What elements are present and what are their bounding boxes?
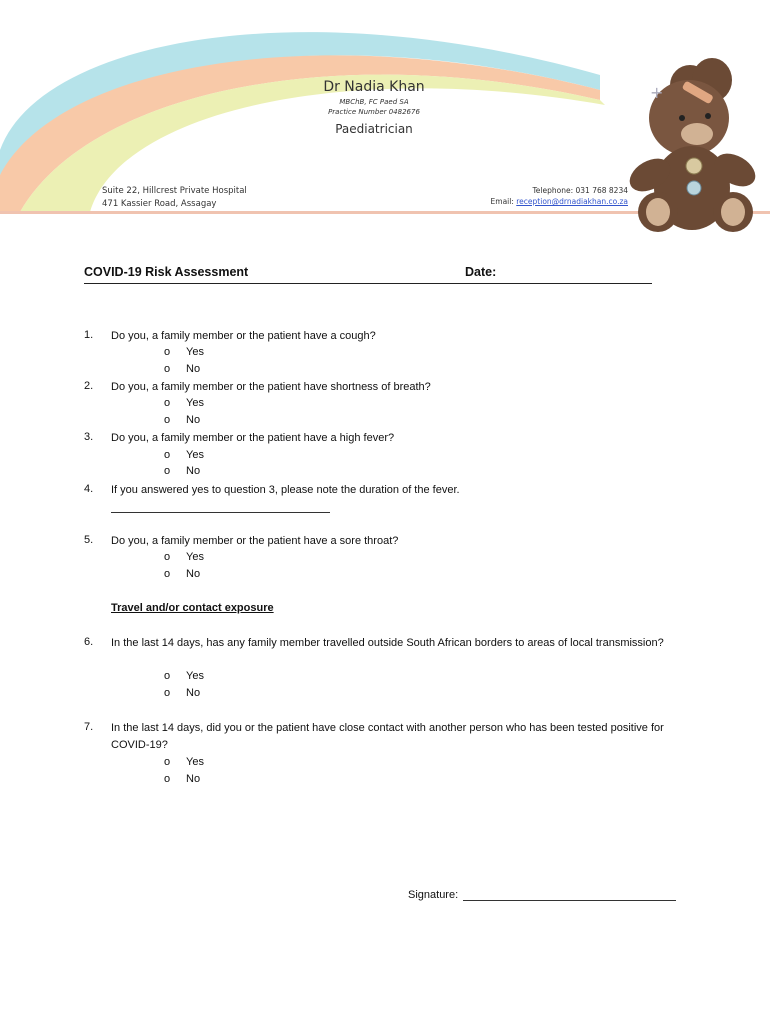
form-title-row	[84, 265, 652, 284]
address-line-1: Suite 22, Hillcrest Private Hospital	[102, 186, 247, 196]
option-yes[interactable]: Yes	[186, 449, 204, 461]
signature-label: Signature:	[408, 889, 459, 901]
question-number: 5.	[84, 534, 94, 546]
question-text: In the last 14 days, did you or the patient have close contact with another person who has been tested positive for COVID-19?	[111, 722, 664, 751]
form-title: COVID-19 Risk Assessment	[84, 265, 249, 279]
option-no[interactable]: No	[186, 773, 201, 785]
specialty: Paediatrician	[335, 122, 413, 136]
svg-text:+: +	[650, 83, 664, 102]
section-heading: Travel and/or contact exposure	[111, 602, 274, 614]
bullet: o	[164, 551, 171, 563]
question-text: Do you, a family member or the patient have a sore throat?	[111, 535, 399, 547]
telephone: Telephone: 031 768 8234	[532, 186, 628, 195]
bullet: o	[164, 687, 171, 699]
date-label: Date:	[465, 265, 497, 279]
email-label: Email:	[490, 197, 517, 206]
option-no[interactable]: No	[186, 568, 201, 580]
option-yes[interactable]: Yes	[186, 670, 204, 682]
question-number: 3.	[84, 431, 94, 443]
qualifications: MBChB, FC Paed SA	[339, 98, 409, 106]
bullet: o	[164, 397, 171, 409]
question-number: 6.	[84, 636, 94, 648]
doctor-name: Dr Nadia Khan	[323, 79, 425, 95]
bullet: o	[164, 449, 171, 461]
bullet: o	[164, 670, 171, 682]
question-number: 4.	[84, 483, 94, 495]
bullet: o	[164, 363, 171, 375]
question-number: 1.	[84, 329, 94, 341]
question-text: Do you, a family member or the patient have shortness of breath?	[111, 381, 431, 393]
practice-number: Practice Number 0482676	[328, 108, 420, 116]
option-yes[interactable]: Yes	[186, 346, 204, 358]
question-text: Do you, a family member or the patient have a cough?	[111, 330, 376, 342]
bullet: o	[164, 465, 171, 477]
question-number: 7.	[84, 721, 94, 733]
option-no[interactable]: No	[186, 465, 201, 477]
question-text: Do you, a family member or the patient have a high fever?	[111, 432, 395, 444]
option-yes[interactable]: Yes	[186, 397, 204, 409]
email-link[interactable]: reception@drnadiakhan.co.za	[516, 197, 628, 206]
option-yes[interactable]: Yes	[186, 551, 204, 563]
bullet: o	[164, 756, 171, 768]
question-number: 2.	[84, 380, 94, 392]
option-no[interactable]: No	[186, 414, 201, 426]
option-no[interactable]: No	[186, 363, 201, 375]
fever-duration-field[interactable]	[111, 512, 330, 513]
question-text: If you answered yes to question 3, please note the duration of the fever.	[111, 484, 460, 496]
question-text: In the last 14 days, has any family member travelled outside South African borders to areas of local transmission?	[111, 637, 664, 649]
bullet: o	[164, 414, 171, 426]
signature-field[interactable]	[463, 900, 676, 901]
option-no[interactable]: No	[186, 687, 201, 699]
bullet: o	[164, 568, 171, 580]
bullet: o	[164, 346, 171, 358]
email-line	[491, 197, 628, 206]
bullet: o	[164, 773, 171, 785]
option-yes[interactable]: Yes	[186, 756, 204, 768]
address-line-2: 471 Kassier Road, Assagay	[102, 199, 217, 209]
